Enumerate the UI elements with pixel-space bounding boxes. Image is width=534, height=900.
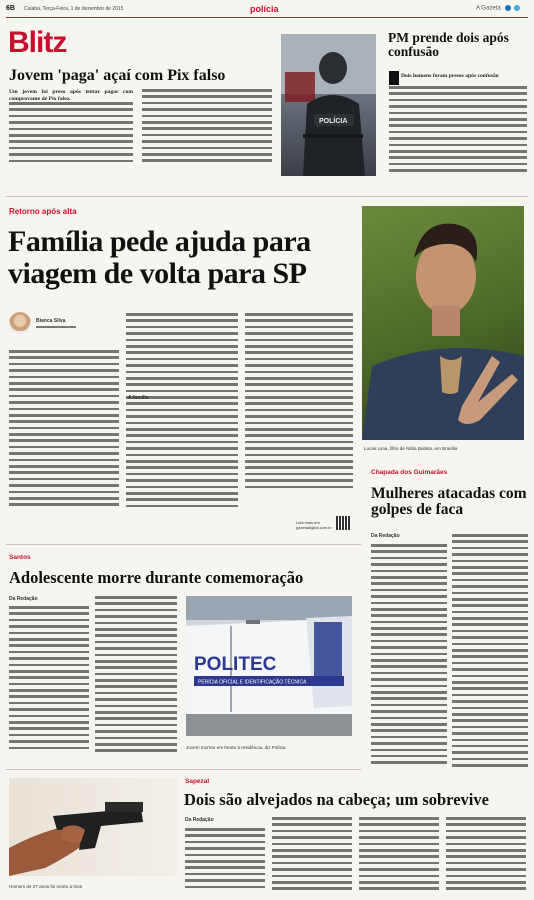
vehicle-text: POLITEC [194,654,277,675]
varzea-column-1 [9,606,89,756]
chapada-column-1 [371,544,447,774]
blitz-headline: Jovem 'paga' açaí com Pix falso [9,67,226,84]
main-subhead: A família [128,395,149,401]
varzea-kicker: Santos [9,554,31,561]
gun-hand-illustration [9,778,177,876]
sapezal-column-3 [359,817,439,894]
pm-headline: PM prende dois após confusão [388,30,509,60]
police-officer-illustration [281,34,376,176]
young-man-photo [362,206,524,440]
section-divider-3 [6,769,361,770]
page-number: 6B [6,5,15,12]
police-officer-photo [281,34,376,176]
section-label: polícia [250,4,279,14]
qr-code-icon[interactable] [336,516,350,530]
varzea-column-2 [95,596,177,756]
main-column-1 [9,350,119,518]
chapada-column-2 [452,534,528,774]
sapezal-column-4 [446,817,526,894]
header-rule [6,17,528,18]
main-kicker: Retorno após alta [9,207,77,216]
chapada-headline: Mulheres atacadas com golpes de faca [371,485,527,519]
blitz-column-2 [142,89,272,164]
pm-dropcap [389,71,399,85]
main-column-3 [245,313,353,503]
section-divider-2 [6,544,361,545]
blitz-column-1 [9,102,133,164]
gun-caption: Homem de 27 anos foi morto a tiros [9,884,83,889]
politec-vehicle-illustration [186,596,352,736]
pm-lead: Dois homens foram presos após confusão [401,73,499,79]
chapada-byline: Da Redação [371,533,400,539]
date-line: Cuiabá, Terça-Feira, 1 de dezembro de 2015 [24,6,124,12]
author-name: Bianca Silva [36,318,66,324]
blitz-lead: Um jovem foi preso após tentar pagar com comprovante de Pix falso. [9,89,133,102]
author-avatar [9,312,31,334]
varzea-byline: Da Redação [9,596,38,602]
main-headline: Família pede ajuda para viagem de volta para SP [8,225,311,290]
blitz-title: Blitz [8,26,67,59]
brand-name: A Gazeta [476,5,501,12]
svg-text:POLÍCIA: POLÍCIA [319,118,348,125]
sapezal-column-2 [272,817,352,894]
varzea-headline: Adolescente morre durante comemoração [9,568,304,587]
main-column-2 [126,313,238,523]
section-divider-1 [6,196,528,197]
politec-vehicle-photo [186,596,352,736]
chapada-kicker: Chapada dos Guimarães [371,469,448,476]
page-header [6,4,528,16]
author-line [36,326,76,328]
qr-label: Leia mais em gazetadigital.com.br [296,520,332,530]
young-man-illustration [362,206,524,440]
politec-caption: Jovem morreu em frente à residência, diz Polícia [186,745,286,750]
sapezal-kicker: Sapezal [185,778,210,785]
pm-column [389,86,527,174]
gun-hand-photo [9,778,177,876]
young-man-caption: Lucas Lima, filho de Nilda Batista, em Brasília [364,446,458,451]
brand-logo [476,5,520,12]
brand-badge-icon [505,5,511,11]
vehicle-subtext: PERÍCIA OFICIAL E IDENTIFICAÇÃO TÉCNICA [198,679,307,686]
sapezal-headline: Dois são alvejados na cabeça; um sobrevive [184,790,489,809]
brand-badge-icon-2 [514,5,520,11]
sapezal-column-1 [185,828,265,894]
sapezal-byline: Da Redação [185,817,214,823]
